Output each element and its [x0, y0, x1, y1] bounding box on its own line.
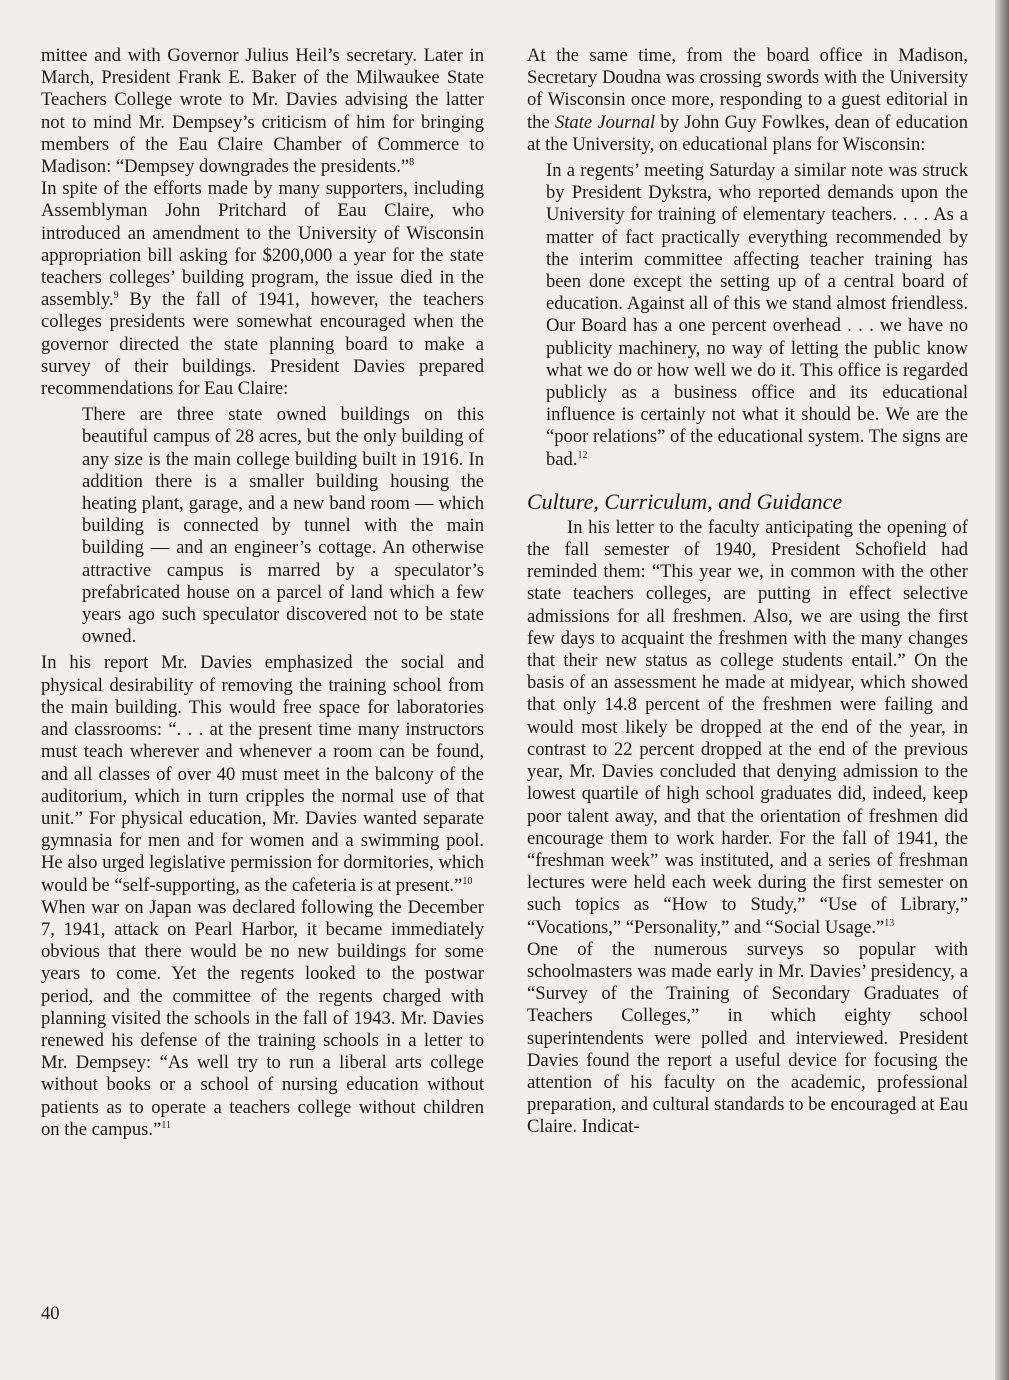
left-column	[41, 45, 484, 1141]
footnote-ref: 12	[577, 449, 588, 461]
paragraph: mittee and with Governor Julius Heil’s secretary. Later in March, President Frank E. Baker of the Milwaukee State Teachers College wrote to Mr. Davies advising the latter not to mind Mr. Dempsey’s criticism of him for bringing members of the Eau Claire Chamber of Commerce to Madison: “Dempsey downgrades the presidents.”$^8$	[41, 45, 484, 178]
block-quote: There are three state owned buildings on this beautiful campus of 28 acres, but the only building of any size is the main college building built in 1916. In addition there is a smaller building housing the heating plant, garage, and a new band room — which building is connected by tunnel with the main building — and an engineer’s cottage. An otherwise attractive campus is marred by a speculator’s prefabricated house on a parcel of land which a few years ago such speculator discovered not to be state owned.	[82, 404, 484, 648]
footnote-ref: 10	[462, 875, 473, 887]
paragraph: When war on Japan was declared following the December 7, 1941, attack on Pearl Harbor, it became immediately obvious that there would be no new buildings for some years to come. Yet the regents looked to the postwar period, and the committee of the regents charged with planning visited the schools in the fall of 1943. Mr. Davies renewed his defense of the training schools in a letter to Mr. Dempsey: “As well try to run a liberal arts college without books or a school of nursing education without patients as to operate a teachers college without children on the campus.”$^{11}$	[41, 896, 484, 1140]
footnote-ref: 9	[113, 290, 119, 302]
right-column	[527, 45, 968, 1139]
section-heading: Culture, Curriculum, and Guidance	[527, 488, 843, 514]
paragraph: At the same time, from the board office in Madison, Secretary Doudna was crossing swords with the University of Wisconsin once more, responding to a guest editorial in the State Journal by John Guy Fowlkes, dean of education at the University, on educational plans for Wisconsin:	[527, 45, 968, 155]
paragraph: In his letter to the faculty anticipating the opening of the fall semester of 1940, President Schofield had reminded them: “This year we, in common with the other state teachers colleges, are putting in effect selective admissions for all freshmen. Also, we are using the first few days to acquaint the freshmen with the many changes that their new status as college students entail.” On the basis of an assessment he made at midyear, which showed that only 14.8 percent of the freshmen were failing and would most likely be dropped at the end of the year, in contrast to 22 percent dropped at the end of the previous year, Mr. Davies concluded that denying admission to the lowest quartile of high school graduates did, indeed, keep poor talent away, and that the orientation of freshmen did encourage them to work harder. For the fall of 1941, the “freshman week” was instituted, and a series of freshman lectures were held each week during the first semester on such topics as “How to Study,” “Use of Library,” “Vocations,” “Personality,” and “Social Usage.”$^{13}$	[527, 516, 968, 938]
footnote-ref: 13	[884, 917, 895, 929]
block-quote: In a regents’ meeting Saturday a similar note was struck by President Dykstra, who reported demands upon the University for training of elementary teachers. . . . As a matter of fact practically everything recommended by the interim committee affecting teacher training has been done except the setting up of a central board of education. Against all of this we stand almost friendless. Our Board has a one percent overhead . . . we have no publicity machinery, no way of letting the public know what we do or how well we do it. This office is regarded publicly as a business office and its educational influence is certainly not what it should be. We are the “poor relations” of the educational system. The signs are bad.$^{12}$	[546, 160, 968, 470]
footnote-ref: 11	[161, 1119, 171, 1131]
footnote-ref: 8	[409, 157, 415, 169]
publication-title: State Journal	[554, 111, 656, 133]
page-edge	[995, 0, 1009, 1380]
paragraph: In his report Mr. Davies emphasized the social and physical desirability of removing the training school from the main building. This would free space for laboratories and classrooms: “. . . at the present time many instructors must teach wherever and whenever a room can be found, and all classes of over 40 must meet in the balcony of the auditorium, which in turn cripples the normal use of that unit.” For physical education, Mr. Davies wanted separate gymnasia for men and for women and a swimming pool. He also urged legislative permission for dormitories, which would be “self-supporting, as the cafeteria is at present.”$^{10}$	[41, 652, 484, 896]
paragraph: In spite of the efforts made by many supporters, including Assemblyman John Pritchard of Eau Claire, who introduced an amendment to the University of Wisconsin appropriation bill asking for $200,000 a year for the state teachers colleges’ building program, the issue died in the assembly.$^9$ By the fall of 1941, however, the teachers colleges presidents were somewhat encouraged when the governor directed the state planning board to make a survey of their buildings. President Davies prepared recommendations for Eau Claire:	[41, 178, 484, 400]
page-number: 40	[41, 1303, 60, 1324]
paragraph: One of the numerous surveys so popular with schoolmasters was made early in Mr. Davies’ presidency, a “Survey of the Training of Secondary Graduates of Teachers Colleges,” in which eighty school superintendents were polled and interviewed. President Davies found the report a useful device for focusing the attention of his faculty on the academic, professional preparation, and cultural standards to be encouraged at Eau Claire. Indicat-	[527, 938, 968, 1138]
